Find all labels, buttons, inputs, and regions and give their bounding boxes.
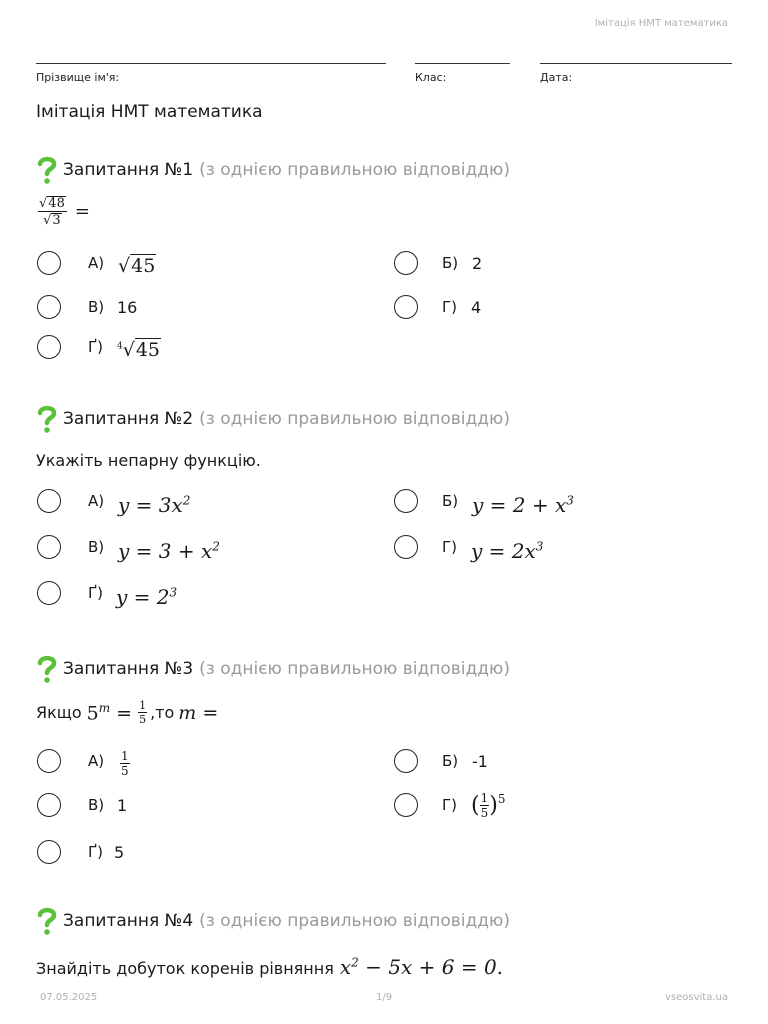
prompt-text: Якщо xyxy=(36,703,82,722)
option-math: $y = 2^3$ xyxy=(116,585,178,609)
option-text: 2 xyxy=(472,254,483,273)
option-radio-a[interactable] xyxy=(37,251,61,275)
option-radio-b[interactable] xyxy=(394,251,418,275)
question-4-heading xyxy=(36,907,510,935)
prompt-text: ,то xyxy=(150,703,175,722)
option-letter: Б) xyxy=(442,492,459,510)
footer-page: 1/9 xyxy=(376,992,393,1003)
option-radio-a[interactable] xyxy=(37,489,61,513)
option-radio-a[interactable] xyxy=(37,749,61,773)
question-3-heading xyxy=(36,655,510,683)
date-line xyxy=(540,63,732,64)
option-letter: Ґ) xyxy=(88,338,103,356)
question-mark-icon xyxy=(36,907,58,935)
option-radio-h[interactable] xyxy=(394,535,418,559)
option-radio-b[interactable] xyxy=(394,489,418,513)
question-mark-icon xyxy=(36,655,58,683)
question-mark-icon xyxy=(36,156,58,184)
question-mark-icon xyxy=(36,405,58,433)
header-title: Імітація НМТ математика xyxy=(594,18,728,29)
question-1-prompt: √ 48 √ 3 = xyxy=(39,196,90,228)
question-number: Запитання №1 xyxy=(63,160,194,180)
question-type: (з однією правильною відповіддю) xyxy=(199,160,510,180)
option-radio-g[interactable] xyxy=(37,581,61,605)
option-letter: Г) xyxy=(442,796,457,814)
option-radio-h[interactable] xyxy=(394,793,418,817)
option-radio-v[interactable] xyxy=(37,535,61,559)
name-line xyxy=(36,63,386,64)
document-title: Імітація НМТ математика xyxy=(36,102,263,122)
option-letter: В) xyxy=(88,796,105,814)
question-type: (з однією правильною відповіддю) xyxy=(199,409,510,429)
question-type: (з однією правильною відповіддю) xyxy=(199,659,510,679)
option-letter: В) xyxy=(88,538,105,556)
option-text: 16 xyxy=(117,298,138,317)
option-letter: Б) xyxy=(442,254,459,272)
option-math: $\frac{1}{5}$ xyxy=(121,749,129,778)
option-math: $y = 2 + x^3$ xyxy=(472,493,574,517)
question-2-prompt: Укажіть непарну функцію. xyxy=(36,451,261,470)
option-math: $^4$√ 45 xyxy=(117,339,161,361)
option-text: 1 xyxy=(117,796,128,815)
option-letter: Ґ) xyxy=(88,843,103,861)
option-letter: А) xyxy=(88,254,105,272)
question-number: Запитання №2 xyxy=(63,409,194,429)
footer-site[interactable]: vseosvita.ua xyxy=(665,992,728,1003)
option-radio-g[interactable] xyxy=(37,335,61,359)
option-letter: Б) xyxy=(442,752,459,770)
option-radio-b[interactable] xyxy=(394,749,418,773)
question-type: (з однією правильною відповіддю) xyxy=(199,911,510,931)
option-letter: Г) xyxy=(442,298,457,316)
option-text: 4 xyxy=(471,298,482,317)
option-letter: Ґ) xyxy=(88,584,103,602)
option-radio-g[interactable] xyxy=(37,840,61,864)
option-text: -1 xyxy=(472,752,488,771)
question-1-heading xyxy=(36,156,510,184)
question-2-heading xyxy=(36,405,510,433)
class-line xyxy=(415,63,510,64)
option-math: $y = 2x^3$ xyxy=(471,539,544,563)
option-letter: Г) xyxy=(442,538,457,556)
question-number: Запитання №4 xyxy=(63,911,194,931)
prompt-text: Знайдіть добуток коренів рівняння xyxy=(36,959,334,978)
name-label: Прізвище ім'я: xyxy=(36,71,120,84)
option-letter: А) xyxy=(88,752,105,770)
option-radio-v[interactable] xyxy=(37,793,61,817)
option-letter: В) xyxy=(88,298,105,316)
class-label: Клас: xyxy=(415,71,447,84)
option-math: $y = 3x^2$ xyxy=(118,493,191,517)
option-radio-v[interactable] xyxy=(37,295,61,319)
option-text: 5 xyxy=(114,843,125,862)
option-math: ( $\frac{1}{5}$ ) $^5$ xyxy=(471,791,506,820)
date-label: Дата: xyxy=(540,71,573,84)
footer-date: 07.05.2025 xyxy=(40,992,98,1003)
question-3-prompt: Якщо $5^m$ = $\frac{1}{5}$ ,то m = xyxy=(36,699,219,726)
question-4-prompt: Знайдіть добуток коренів рівняння $x^2 - 5x + 6 = 0$. xyxy=(36,955,504,979)
option-radio-h[interactable] xyxy=(394,295,418,319)
option-math: $y = 3 + x^2$ xyxy=(118,539,220,563)
question-number: Запитання №3 xyxy=(63,659,194,679)
option-math: √ 45 xyxy=(118,255,156,277)
option-letter: А) xyxy=(88,492,105,510)
